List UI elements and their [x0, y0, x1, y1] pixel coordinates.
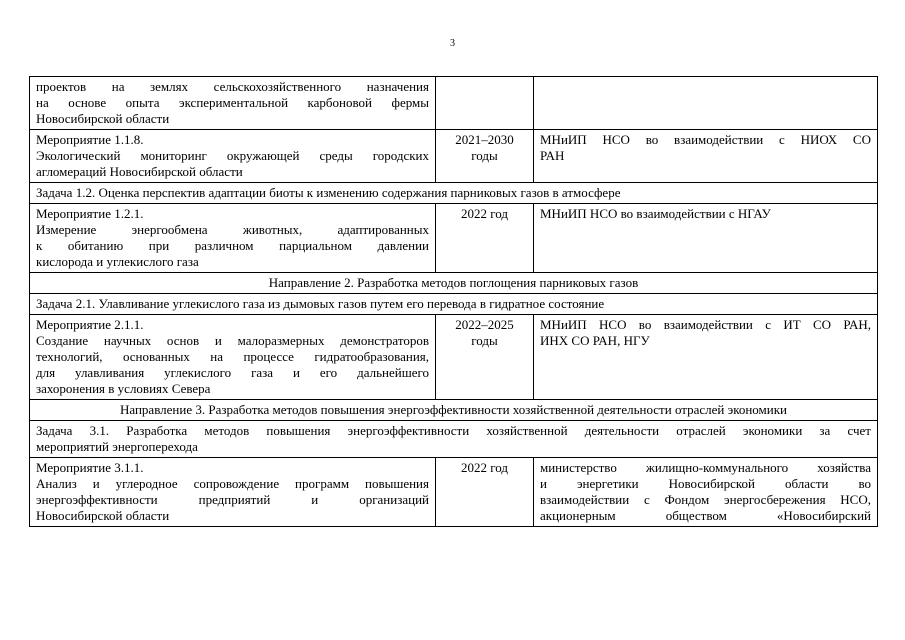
- period-cell: 2022 год: [436, 204, 534, 273]
- period-cell: 2022 год: [436, 458, 534, 527]
- table-row: [30, 204, 878, 273]
- executor-cell: МНиИП НСО во взаимодействии с НИОХ СО РАН: [534, 130, 878, 183]
- measures-table: [29, 76, 878, 527]
- table-row: [30, 458, 878, 527]
- measure-description-cell: Мероприятие 1.2.1. Измерение энергообмена животных, адаптированных к обитанию при различном парциальном давлении кислорода и углекислого газа: [30, 204, 436, 273]
- executor-cell: [534, 77, 878, 130]
- executor-cell: МНиИП НСО во взаимодействии с НГАУ: [534, 204, 878, 273]
- measure-description-cell: Мероприятие 1.1.8. Экологический мониторинг окружающей среды городских агломераций Новосибирской области: [30, 130, 436, 183]
- executor-cell: МНиИП НСО во взаимодействии с ИТ СО РАН, ИНХ СО РАН, НГУ: [534, 315, 878, 400]
- measure-title: Мероприятие 3.1.1.: [36, 460, 144, 475]
- executor-cell: министерство жилищно-коммунального хозяйства и энергетики Новосибирской области во взаимодействии с Фондом энергосбережения НСО, акционерным обществом «Новосибирский: [534, 458, 878, 527]
- table-row: [30, 315, 878, 400]
- measure-description-cell: Мероприятие 3.1.1. Анализ и углеродное сопровождение программ повышения энергоэффективности предприятий и организаций Новосибирской области: [30, 458, 436, 527]
- direction-cell: Направление 3. Разработка методов повышения энергоэффективности хозяйственной деятельности отраслей экономики: [30, 400, 878, 421]
- task-row: [30, 294, 878, 315]
- page-number: 3: [450, 38, 455, 49]
- task-row: [30, 183, 878, 204]
- period-cell: 2021–2030 годы: [436, 130, 534, 183]
- task-cell: Задача 2.1. Улавливание углекислого газа из дымовых газов путем его перевода в гидратное состояние: [30, 294, 878, 315]
- direction-row: [30, 400, 878, 421]
- period-cell: [436, 77, 534, 130]
- task-cell: Задача 3.1. Разработка методов повышения энергоэффективности хозяйственной деятельности отраслей экономики за счет мероприятий энергоперехода: [30, 421, 878, 458]
- period-cell: 2022–2025 годы: [436, 315, 534, 400]
- table-row: [30, 130, 878, 183]
- measure-title: Мероприятие 2.1.1.: [36, 317, 144, 332]
- direction-cell: Направление 2. Разработка методов поглощения парниковых газов: [30, 273, 878, 294]
- measure-description-cell: проектов на землях сельскохозяйственного назначения на основе опыта экспериментальной карбоновой фермы Новосибирской области: [30, 77, 436, 130]
- table-row: [30, 77, 878, 130]
- measure-title: Мероприятие 1.2.1.: [36, 206, 144, 221]
- measure-title: Мероприятие 1.1.8.: [36, 132, 144, 147]
- direction-row: [30, 273, 878, 294]
- measure-description-cell: Мероприятие 2.1.1. Создание научных основ и малоразмерных демонстраторов технологий, основанных на процессе гидратообразования, для улавливания углекислого газа и его дальнейшего захоронения в условиях Севера: [30, 315, 436, 400]
- task-row: [30, 421, 878, 458]
- task-cell: Задача 1.2. Оценка перспектив адаптации биоты к изменению содержания парниковых газов в атмосфере: [30, 183, 878, 204]
